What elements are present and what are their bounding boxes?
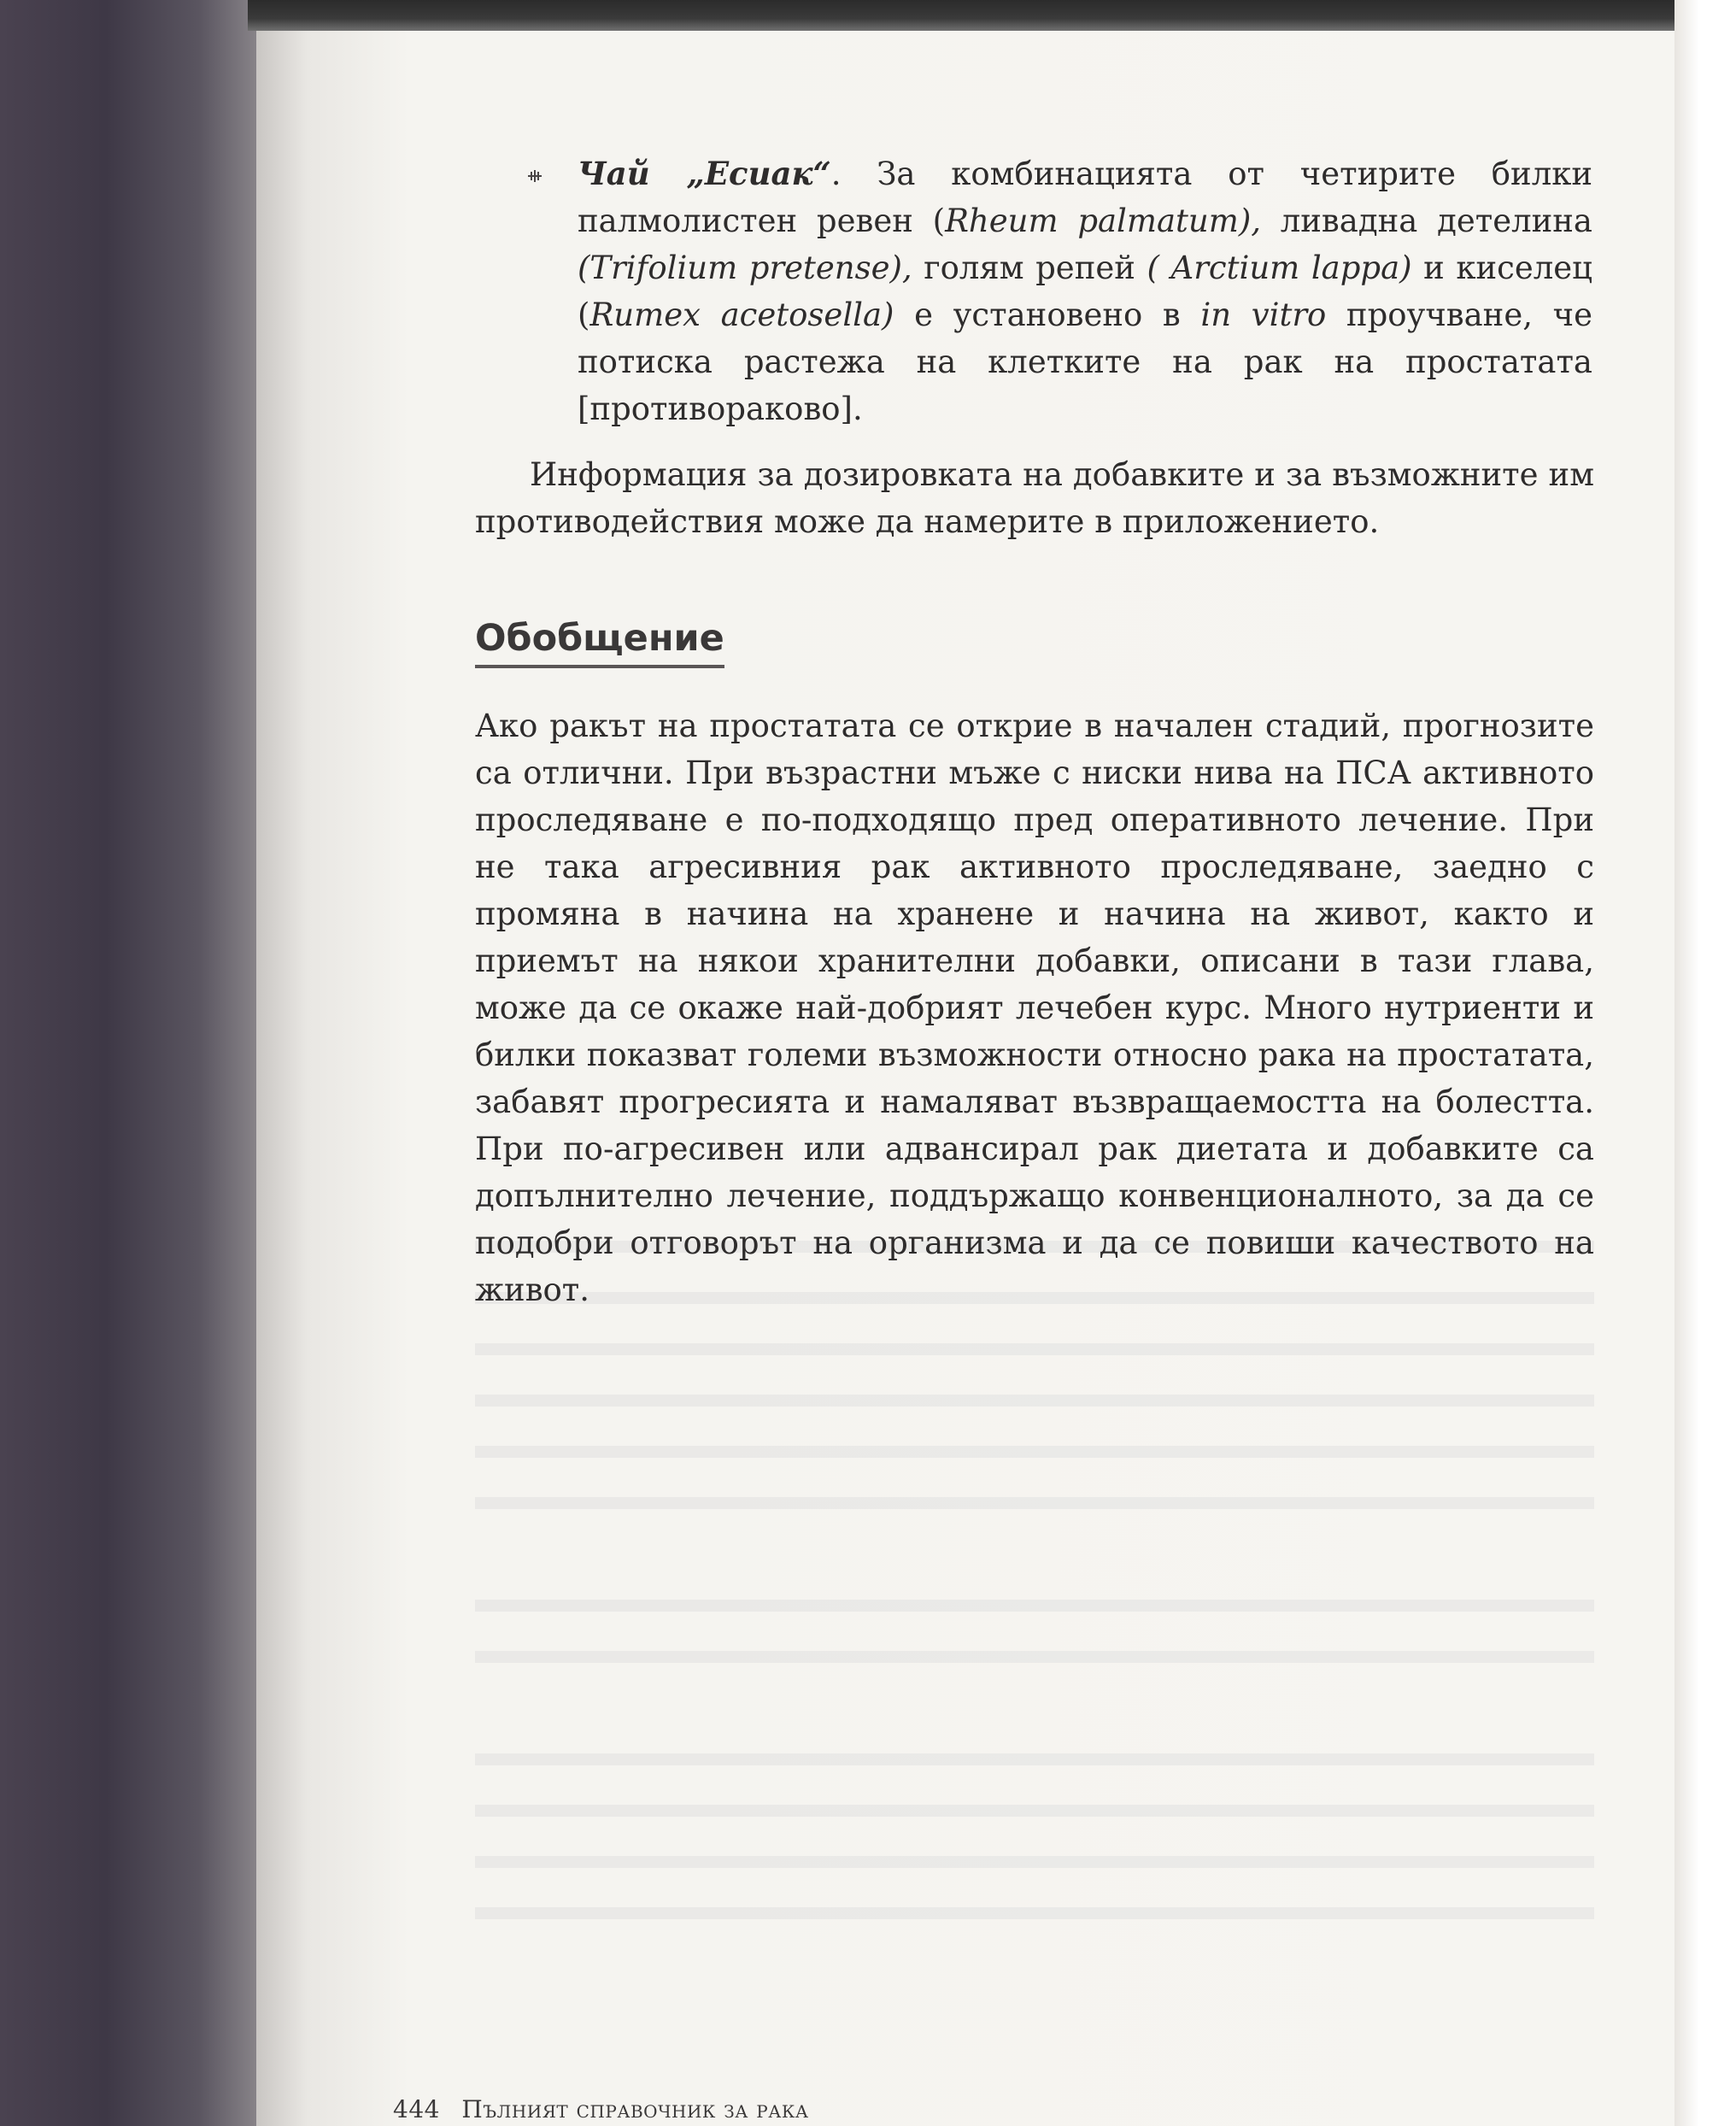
page-right-edge <box>1674 0 1736 2126</box>
top-edge-shadow <box>248 0 1736 31</box>
running-title: Пълният справочник за рака <box>461 2095 809 2123</box>
bullet-text: и киселец ( <box>578 250 1592 333</box>
bullet-text: ливадна детелина <box>1261 203 1592 239</box>
bullet-text: . За комбинацията от четирите билки палмолистен ревен ( <box>578 156 1592 239</box>
book-spine-shadow <box>0 0 265 2126</box>
show-through-line <box>475 1753 1594 1765</box>
page-number: 444 <box>393 2095 440 2123</box>
show-through-line <box>475 1395 1594 1407</box>
latin-name: (Trifolium pretense), <box>578 250 912 286</box>
section-heading-summary: Обобщение <box>475 614 724 668</box>
bullet-text: е установено в <box>894 297 1201 333</box>
latin-term: in vitro <box>1200 297 1327 333</box>
latin-name: ( Arctium lappa) <box>1147 250 1412 286</box>
leaf-bullet-icon <box>526 167 543 185</box>
show-through-line <box>475 1651 1594 1663</box>
show-through-line <box>475 1856 1594 1868</box>
paragraph-dosage-info: Информация за дозировката на добавките и за възможните им противодействия може да намерите в приложението. <box>475 456 1594 540</box>
show-through-line <box>475 1497 1594 1509</box>
paragraph-summary: Ако ракът на простатата се открие в начален стадий, прогнозите са отлични. При възрастни мъже с ниски нива на ПСА активното проследяване е по-подходящо пред оперативното лечение. При не така агресивния рак активното проследяване, заедно с промяна в начина на хранене и начина на живот, както и приемът на някои хранителни добавки, описани в тази глава, може да се окаже най-добрият лечебен курс. Много нутриенти и билки показват големи възможности относно рака на простатата, забавят прогресията и намаляват възвращаемостта на болестта. При по-агресивен или адвансирал рак диетата и добавките са допълнително лечение, поддържащо конвенционалното, за да се подобри отговорът на организма и да се повиши качеството на живот. <box>475 708 1594 1308</box>
bullet-item-essiac-tea <box>578 150 1592 432</box>
page-footer <box>393 2095 809 2123</box>
show-through-line <box>475 1805 1594 1817</box>
latin-name: Rheum palmatum), <box>945 203 1262 239</box>
latin-name: Rumex acetosella) <box>589 297 894 333</box>
show-through-line <box>475 1446 1594 1458</box>
bullet-text: проучване, че потиска растежа на клетките на рак на простатата [противораково]. <box>578 297 1592 427</box>
show-through-line <box>475 1600 1594 1612</box>
show-through-line <box>475 1907 1594 1919</box>
bullet-lead: Чай „Есиак“ <box>578 155 831 192</box>
show-through-line <box>475 1343 1594 1355</box>
bullet-text: голям репей <box>912 250 1147 286</box>
